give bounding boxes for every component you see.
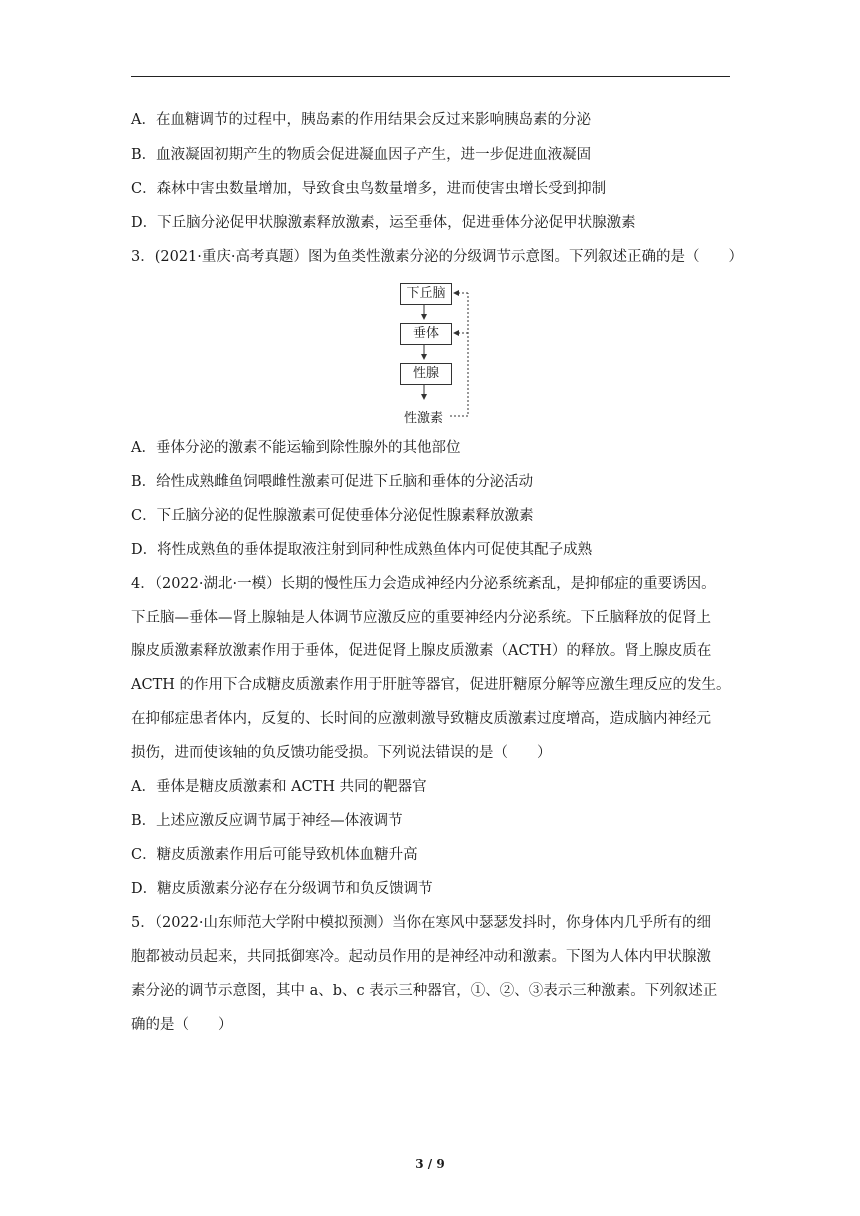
question-3-stem: 3．(2021·重庆·高考真题）图为鱼类性激素分泌的分级调节示意图。下列叙述正确的是（ ）: [131, 249, 743, 265]
question-5-stem-line-4: 确的是（ ）: [131, 1017, 233, 1033]
sex-hormone-label: 性激素: [404, 411, 444, 426]
hormone-regulation-diagram: [390, 280, 480, 426]
hypothalamus-box: 下丘脑: [400, 283, 452, 305]
option-a-q4: A．垂体是糖皮质激素和 ACTH 共同的靶器官: [131, 779, 427, 795]
option-b-q3: B．给性成熟雌鱼饲喂雌性激素可促进下丘脑和垂体的分泌活动: [131, 474, 534, 490]
question-4-stem-line-3: 腺皮质激素释放激素作用于垂体，促进促肾上腺皮质激素（ACTH）的释放。肾上腺皮质在: [131, 643, 712, 659]
question-4-stem-line-6: 损伤，进而使该轴的负反馈功能受损。下列说法错误的是（ ）: [131, 745, 552, 761]
question-5-stem-line-2: 胞都被动员起来，共同抵御寒冷。起动员作用的是神经冲动和激素。下图为人体内甲状腺激: [131, 949, 711, 965]
question-4-stem-line-2: 下丘脑—垂体—肾上腺轴是人体调节应激反应的重要神经内分泌系统。下丘脑释放的促肾上: [131, 610, 711, 626]
gonad-box: 性腺: [400, 363, 452, 385]
question-4-stem-line-5: 在抑郁症患者体内，反复的、长时间的应激刺激导致糖皮质激素过度增高，造成脑内神经元: [131, 711, 711, 727]
option-d-q4: D．糖皮质激素分泌存在分级调节和负反馈调节: [131, 881, 433, 897]
option-d-q3: D．将性成熟鱼的垂体提取液注射到同种性成熟鱼体内可促使其配子成熟: [131, 542, 593, 558]
option-b-q4: B．上述应激反应调节属于神经—体液调节: [131, 813, 403, 829]
option-c-q2: C．森林中害虫数量增加，导致食虫鸟数量增多，进而使害虫增长受到抑制: [131, 181, 607, 197]
option-a-q3: A．垂体分泌的激素不能运输到除性腺外的其他部位: [131, 440, 461, 456]
question-4-stem-line-1: 4．（2022·湖北·一模）长期的慢性压力会造成神经内分泌系统紊乱，是抑郁症的重要诱因。: [131, 576, 716, 592]
option-c-q4: C．糖皮质激素作用后可能导致机体血糖升高: [131, 847, 418, 863]
option-c-q3: C．下丘脑分泌的促性腺激素可促使垂体分泌促性腺素释放激素: [131, 508, 534, 524]
option-b-q2: B．血液凝固初期产生的物质会促进凝血因子产生，进一步促进血液凝固: [131, 147, 592, 163]
option-d-q2: D．下丘脑分泌促甲状腺激素释放激素，运至垂体，促进垂体分泌促甲状腺激素: [131, 215, 636, 231]
question-4-stem-line-4: ACTH 的作用下合成糖皮质激素作用于肝脏等器官，促进肝糖原分解等应激生理反应的发生。: [131, 677, 731, 693]
option-a-q2: A．在血糖调节的过程中，胰岛素的作用结果会反过来影响胰岛素的分泌: [131, 112, 591, 128]
question-5-stem-line-3: 素分泌的调节示意图，其中 a、b、c 表示三种器官，①、②、③表示三种激素。下列叙述正: [131, 983, 718, 999]
question-5-stem-line-1: 5．（2022·山东师范大学附中模拟预测）当你在寒风中瑟瑟发抖时，你身体内几乎所有的细: [131, 915, 711, 931]
page-number: 3 / 9: [415, 1157, 445, 1171]
header-rule: [131, 76, 730, 77]
pituitary-box: 垂体: [400, 323, 452, 345]
